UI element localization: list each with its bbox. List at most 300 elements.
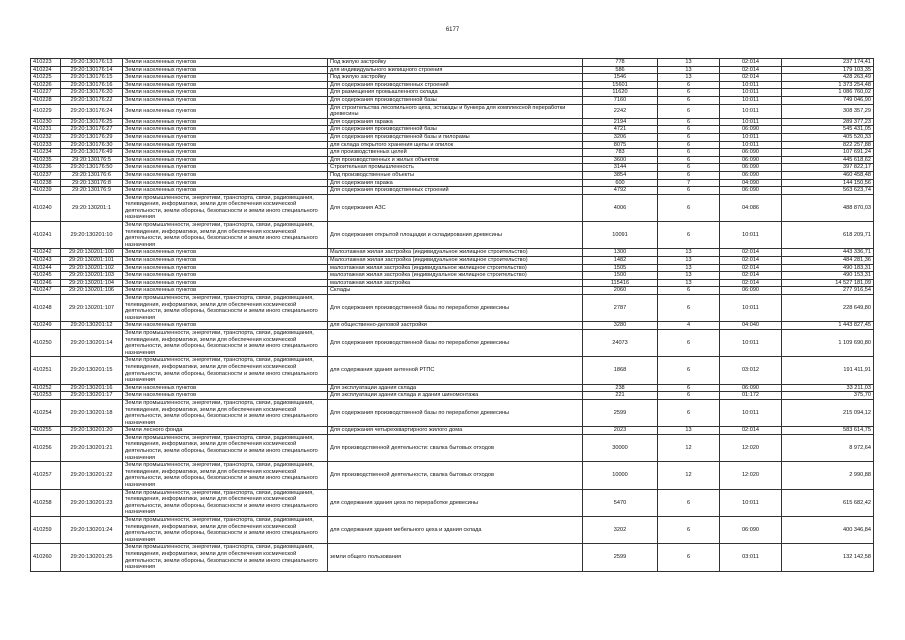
- row-id-cell: 410251: [31, 357, 61, 384]
- group-cell: 13: [658, 74, 720, 82]
- land-category-cell: Земли населенных пунктов: [123, 96, 328, 104]
- cadastral-value-cell: 179 103,35: [782, 66, 874, 74]
- row-id-cell: 410247: [31, 287, 61, 295]
- cadastral-value-cell: 405 520,33: [782, 133, 874, 141]
- cadastral-number-cell: 29:20:130201:104: [61, 279, 123, 287]
- code-cell: 06:090: [720, 149, 782, 157]
- cadastral-number-cell: 29:20:130176:29: [61, 133, 123, 141]
- cadastral-number-cell: 29:20:130201:12: [61, 322, 123, 330]
- permitted-use-cell: малоэтажная жилая застройка: [328, 279, 583, 287]
- area-cell: 586: [583, 66, 658, 74]
- land-category-cell: Земли населенных пунктов: [123, 81, 328, 89]
- row-id-cell: 410254: [31, 399, 61, 426]
- permitted-use-cell: Под жилую застройку: [328, 74, 583, 82]
- cadastral-number-cell: 29:20:130201:101: [61, 257, 123, 265]
- group-cell: 13: [658, 59, 720, 67]
- code-cell: 02:014: [720, 249, 782, 257]
- cadastral-number-cell: 29:20:130201:24: [61, 517, 123, 544]
- permitted-use-cell: Для производственной деятельности: свалка бытовых отходов: [328, 434, 583, 461]
- table-row: [31, 133, 874, 141]
- code-cell: 02:014: [720, 427, 782, 435]
- group-cell: 13: [658, 66, 720, 74]
- code-cell: 10:011: [720, 489, 782, 516]
- cadastral-number-cell: 29:20:130176:15: [61, 74, 123, 82]
- permitted-use-cell: для содержания здания мебельного цеха и здания склада: [328, 517, 583, 544]
- code-cell: 06:090: [720, 187, 782, 195]
- cadastral-number-cell: 29:20:130201:20: [61, 427, 123, 435]
- table-row: [31, 187, 874, 195]
- row-id-cell: 410260: [31, 544, 61, 571]
- group-cell: 6: [658, 489, 720, 516]
- cadastral-value-cell: 2 990,88: [782, 462, 874, 489]
- area-cell: 2242: [583, 104, 658, 118]
- table-row: [31, 149, 874, 157]
- table-row: [31, 257, 874, 265]
- group-cell: 6: [658, 133, 720, 141]
- row-id-cell: 410244: [31, 264, 61, 272]
- code-cell: 10:011: [720, 104, 782, 118]
- code-cell: 10:011: [720, 399, 782, 426]
- cadastral-value-cell: 490 153,31: [782, 272, 874, 280]
- code-cell: 10:011: [720, 133, 782, 141]
- code-cell: 03:011: [720, 544, 782, 571]
- table-row: [31, 66, 874, 74]
- table-row: [31, 434, 874, 461]
- group-cell: 6: [658, 295, 720, 322]
- group-cell: 13: [658, 272, 720, 280]
- group-cell: 6: [658, 392, 720, 400]
- row-id-cell: 410238: [31, 179, 61, 187]
- cadastral-value-cell: 749 046,90: [782, 96, 874, 104]
- group-cell: 6: [658, 164, 720, 172]
- land-registry-table: [30, 58, 874, 572]
- permitted-use-cell: малоэтажная жилая застройка (индивидуальное жилищное строительство): [328, 272, 583, 280]
- group-cell: 6: [658, 104, 720, 118]
- land-category-cell: Земли населенных пунктов: [123, 272, 328, 280]
- cadastral-value-cell: 237 174,41: [782, 59, 874, 67]
- table-row: [31, 141, 874, 149]
- row-id-cell: 410235: [31, 156, 61, 164]
- area-cell: 3206: [583, 133, 658, 141]
- row-id-cell: 410241: [31, 222, 61, 249]
- cadastral-value-cell: 443 336,71: [782, 249, 874, 257]
- area-cell: 4721: [583, 126, 658, 134]
- code-cell: 06:090: [720, 156, 782, 164]
- row-id-cell: 410257: [31, 462, 61, 489]
- cadastral-value-cell: 428 263,49: [782, 74, 874, 82]
- row-id-cell: 410256: [31, 434, 61, 461]
- area-cell: 3144: [583, 164, 658, 172]
- permitted-use-cell: Склады: [328, 287, 583, 295]
- permitted-use-cell: Для строительства лесопильного цеха, эстакады и бункера для комплексной переработки древесины: [328, 104, 583, 118]
- table-row: [31, 89, 874, 97]
- cadastral-value-cell: 107 691,24: [782, 149, 874, 157]
- land-category-cell: Земли населенных пунктов: [123, 89, 328, 97]
- table-row: [31, 264, 874, 272]
- area-cell: 3202: [583, 517, 658, 544]
- land-category-cell: Земли населенных пунктов: [123, 126, 328, 134]
- group-cell: 6: [658, 89, 720, 97]
- code-cell: 06:090: [720, 126, 782, 134]
- land-category-cell: Земли промышленности, энергетики, транспорта, связи, радиовещания, телевидения, информатики, земли для обеспечения космической деятельности, земли обороны, безопасности и земли иного специального назначения: [123, 399, 328, 426]
- permitted-use-cell: для склада открытого хранения щепы и опилок: [328, 141, 583, 149]
- table-row: [31, 272, 874, 280]
- cadastral-value-cell: 228 649,80: [782, 295, 874, 322]
- land-category-cell: Земли населенных пунктов: [123, 149, 328, 157]
- cadastral-number-cell: 29:20:130201:23: [61, 489, 123, 516]
- code-cell: 02:014: [720, 59, 782, 67]
- cadastral-number-cell: 29:20:130201:25: [61, 544, 123, 571]
- land-category-cell: Земли населенных пунктов: [123, 118, 328, 126]
- cadastral-value-cell: 1 086 760,02: [782, 89, 874, 97]
- area-cell: 1300: [583, 249, 658, 257]
- area-cell: 2194: [583, 118, 658, 126]
- row-id-cell: 410223: [31, 59, 61, 67]
- row-id-cell: 410258: [31, 489, 61, 516]
- cadastral-number-cell: 29:20:130176:5: [61, 156, 123, 164]
- permitted-use-cell: Для содержания АЗС: [328, 194, 583, 221]
- code-cell: 12:020: [720, 434, 782, 461]
- row-id-cell: 410236: [31, 164, 61, 172]
- land-category-cell: Земли населенных пунктов: [123, 164, 328, 172]
- land-category-cell: Земли населенных пунктов: [123, 171, 328, 179]
- row-id-cell: 410231: [31, 126, 61, 134]
- cadastral-value-cell: 583 614,75: [782, 427, 874, 435]
- group-cell: 4: [658, 322, 720, 330]
- land-category-cell: Земли населенных пунктов: [123, 264, 328, 272]
- group-cell: 6: [658, 141, 720, 149]
- land-category-cell: Земли промышленности, энергетики, транспорта, связи, радиовещания, телевидения, информатики, земли для обеспечения космической деятельности, земли обороны, безопасности и земли иного специального назначения: [123, 517, 328, 544]
- permitted-use-cell: для производственных целей: [328, 149, 583, 157]
- area-cell: 7160: [583, 96, 658, 104]
- area-cell: 3600: [583, 156, 658, 164]
- group-cell: 6: [658, 357, 720, 384]
- table-row: [31, 287, 874, 295]
- permitted-use-cell: земли общего пользования: [328, 544, 583, 571]
- cadastral-value-cell: 191 411,91: [782, 357, 874, 384]
- permitted-use-cell: Под производственные объекты: [328, 171, 583, 179]
- permitted-use-cell: Малоэтажная жилая застройка (индивидуальное жилищное строительство): [328, 257, 583, 265]
- cadastral-value-cell: 375,70: [782, 392, 874, 400]
- group-cell: 6: [658, 384, 720, 392]
- permitted-use-cell: Для содержания четырехквартирного жилого дома: [328, 427, 583, 435]
- code-cell: 04:086: [720, 194, 782, 221]
- group-cell: 6: [658, 399, 720, 426]
- group-cell: 6: [658, 96, 720, 104]
- land-category-cell: Земли промышленности, энергетики, транспорта, связи, радиовещания, телевидения, информатики, земли для обеспечения космической деятельности, земли обороны, безопасности и земли иного специального назначения: [123, 357, 328, 384]
- code-cell: 06:090: [720, 384, 782, 392]
- area-cell: 15601: [583, 81, 658, 89]
- area-cell: 1500: [583, 272, 658, 280]
- area-cell: 10091: [583, 222, 658, 249]
- cadastral-value-cell: 822 257,88: [782, 141, 874, 149]
- land-category-cell: Земли промышленности, энергетики, транспорта, связи, радиовещания, телевидения, информатики, земли для обеспечения космической деятельности, земли обороны, безопасности и земли иного специального назначения: [123, 462, 328, 489]
- cadastral-number-cell: 29:20:130176:13: [61, 59, 123, 67]
- land-category-cell: Земли населенных пунктов: [123, 156, 328, 164]
- permitted-use-cell: для общественно-деловой застройки: [328, 322, 583, 330]
- table-row: [31, 249, 874, 257]
- cadastral-number-cell: 29:20:130176:27: [61, 126, 123, 134]
- group-cell: 6: [658, 81, 720, 89]
- permitted-use-cell: Для содержания производственных строений: [328, 187, 583, 195]
- land-category-cell: Земли промышленности, энергетики, транспорта, связи, радиовещания, телевидения, информатики, земли для обеспечения космической деятельности, земли обороны, безопасности и земли иного специального назначения: [123, 194, 328, 221]
- permitted-use-cell: Для содержания производственных строений: [328, 81, 583, 89]
- code-cell: 03:012: [720, 357, 782, 384]
- code-cell: 04:090: [720, 179, 782, 187]
- cadastral-value-cell: 618 209,71: [782, 222, 874, 249]
- area-cell: 115416: [583, 279, 658, 287]
- area-cell: 238: [583, 384, 658, 392]
- land-category-cell: Земли населенных пунктов: [123, 133, 328, 141]
- area-cell: 600: [583, 179, 658, 187]
- land-category-cell: Земли населенных пунктов: [123, 279, 328, 287]
- group-cell: 6: [658, 222, 720, 249]
- cadastral-number-cell: 29:20:130201:107: [61, 295, 123, 322]
- row-id-cell: 410229: [31, 104, 61, 118]
- cadastral-value-cell: 397 822,17: [782, 164, 874, 172]
- group-cell: 6: [658, 126, 720, 134]
- area-cell: 8075: [583, 141, 658, 149]
- permitted-use-cell: для содержания здания антенной РТПС: [328, 357, 583, 384]
- row-id-cell: 410255: [31, 427, 61, 435]
- table-row: [31, 427, 874, 435]
- group-cell: 6: [658, 194, 720, 221]
- table-row: [31, 322, 874, 330]
- row-id-cell: 410243: [31, 257, 61, 265]
- land-category-cell: Земли населенных пунктов: [123, 141, 328, 149]
- area-cell: 2787: [583, 295, 658, 322]
- permitted-use-cell: Для размещения промышленного склада: [328, 89, 583, 97]
- cadastral-number-cell: 29:20:130201:1: [61, 194, 123, 221]
- code-cell: 10:011: [720, 89, 782, 97]
- area-cell: 1505: [583, 264, 658, 272]
- row-id-cell: 410226: [31, 81, 61, 89]
- cadastral-value-cell: 1 373 254,48: [782, 81, 874, 89]
- cadastral-number-cell: 29:20:130201:18: [61, 399, 123, 426]
- row-id-cell: 410224: [31, 66, 61, 74]
- area-cell: 2599: [583, 399, 658, 426]
- row-id-cell: 410228: [31, 96, 61, 104]
- cadastral-number-cell: 29:20:130176:25: [61, 118, 123, 126]
- cadastral-number-cell: 29:20:130176:20: [61, 89, 123, 97]
- row-id-cell: 410237: [31, 171, 61, 179]
- cadastral-value-cell: 215 094,12: [782, 399, 874, 426]
- permitted-use-cell: Для эксплуатации здания склада и здания шиномонтажа: [328, 392, 583, 400]
- permitted-use-cell: малоэтажная жилая застройка (индивидуальное жилищное строительство): [328, 264, 583, 272]
- permitted-use-cell: Для производственной деятельности, свалка бытовых отходов: [328, 462, 583, 489]
- table-row: [31, 399, 874, 426]
- table-row: [31, 156, 874, 164]
- group-cell: 6: [658, 171, 720, 179]
- cadastral-number-cell: 29:20:130201:14: [61, 329, 123, 356]
- area-cell: 2023: [583, 427, 658, 435]
- land-category-cell: Земли населенных пунктов: [123, 104, 328, 118]
- code-cell: 06:090: [720, 517, 782, 544]
- table-row: [31, 104, 874, 118]
- group-cell: 6: [658, 329, 720, 356]
- row-id-cell: 410242: [31, 249, 61, 257]
- area-cell: 24073: [583, 329, 658, 356]
- area-cell: 30000: [583, 434, 658, 461]
- code-cell: 10:011: [720, 141, 782, 149]
- land-category-cell: Земли населенных пунктов: [123, 257, 328, 265]
- cadastral-number-cell: 29:20:130176:50: [61, 164, 123, 172]
- cadastral-value-cell: 277 916,54: [782, 287, 874, 295]
- area-cell: 3854: [583, 171, 658, 179]
- cadastral-value-cell: 1 109 690,80: [782, 329, 874, 356]
- land-category-cell: Земли промышленности, энергетики, транспорта, связи, радиовещания, телевидения, информатики, земли для обеспечения космической деятельности, земли обороны, безопасности и земли иного специального назначения: [123, 295, 328, 322]
- row-id-cell: 410227: [31, 89, 61, 97]
- table-row: [31, 544, 874, 571]
- table-row: [31, 179, 874, 187]
- code-cell: 12:020: [720, 462, 782, 489]
- row-id-cell: 410239: [31, 187, 61, 195]
- area-cell: 4792: [583, 187, 658, 195]
- code-cell: 10:011: [720, 118, 782, 126]
- code-cell: 10:011: [720, 295, 782, 322]
- cadastral-value-cell: 8 972,64: [782, 434, 874, 461]
- group-cell: 6: [658, 517, 720, 544]
- table-row: [31, 222, 874, 249]
- table-row: [31, 171, 874, 179]
- cadastral-value-cell: 1 443 827,45: [782, 322, 874, 330]
- permitted-use-cell: Строительная промышленность: [328, 164, 583, 172]
- row-id-cell: 410252: [31, 384, 61, 392]
- cadastral-value-cell: 490 183,31: [782, 264, 874, 272]
- permitted-use-cell: для содержания здания цеха по переработке древесины: [328, 489, 583, 516]
- area-cell: 2060: [583, 287, 658, 295]
- row-id-cell: 410249: [31, 322, 61, 330]
- permitted-use-cell: Для содержания производственной базы: [328, 96, 583, 104]
- code-cell: 02:014: [720, 279, 782, 287]
- table-row: [31, 81, 874, 89]
- row-id-cell: 410253: [31, 392, 61, 400]
- cadastral-number-cell: 29:20:130201:100: [61, 249, 123, 257]
- area-cell: 1546: [583, 74, 658, 82]
- permitted-use-cell: Для содержания гаража: [328, 179, 583, 187]
- permitted-use-cell: Для содержания производственной базы по переработке древесины: [328, 295, 583, 322]
- row-id-cell: 410246: [31, 279, 61, 287]
- permitted-use-cell: Малоэтажная жилая застройка (индивидуальное жилищное строительство): [328, 249, 583, 257]
- cadastral-number-cell: 29:20:130176:6: [61, 171, 123, 179]
- row-id-cell: 410232: [31, 133, 61, 141]
- area-cell: 2599: [583, 544, 658, 571]
- cadastral-value-cell: 33 211,03: [782, 384, 874, 392]
- code-cell: 02:014: [720, 66, 782, 74]
- code-cell: 01:172: [720, 392, 782, 400]
- group-cell: 13: [658, 249, 720, 257]
- area-cell: 11620: [583, 89, 658, 97]
- permitted-use-cell: Для содержания производственной базы и пилорамы: [328, 133, 583, 141]
- cadastral-number-cell: 29:20:130176:24: [61, 104, 123, 118]
- land-category-cell: Земли промышленности, энергетики, транспорта, связи, радиовещания, телевидения, информатики, земли для обеспечения космической деятельности, земли обороны, безопасности и земли иного специального назначения: [123, 329, 328, 356]
- permitted-use-cell: Для содержания производственной базы по переработке древесины: [328, 329, 583, 356]
- code-cell: 06:090: [720, 164, 782, 172]
- group-cell: 6: [658, 287, 720, 295]
- land-category-cell: Земли населенных пунктов: [123, 392, 328, 400]
- row-id-cell: 410225: [31, 74, 61, 82]
- land-category-cell: Земли населенных пунктов: [123, 249, 328, 257]
- area-cell: 4006: [583, 194, 658, 221]
- cadastral-value-cell: 484 281,36: [782, 257, 874, 265]
- land-category-cell: Земли населенных пунктов: [123, 384, 328, 392]
- row-id-cell: 410234: [31, 149, 61, 157]
- land-category-cell: Земли населенных пунктов: [123, 179, 328, 187]
- land-category-cell: Земли промышленности, энергетики, транспорта, связи, радиовещания, телевидения, информатики, земли для обеспечения космической деятельности, земли обороны, безопасности и земли иного специального назначения: [123, 222, 328, 249]
- table-row: [31, 164, 874, 172]
- code-cell: 10:011: [720, 222, 782, 249]
- cadastral-number-cell: 29:20:130176:30: [61, 141, 123, 149]
- table-body: [31, 59, 874, 572]
- table-row: [31, 74, 874, 82]
- cadastral-number-cell: 29:20:130201:17: [61, 392, 123, 400]
- row-id-cell: 410233: [31, 141, 61, 149]
- group-cell: 6: [658, 149, 720, 157]
- land-category-cell: Земли промышленности, энергетики, транспорта, связи, радиовещания, телевидения, информатики, земли для обеспечения космической деятельности, земли обороны, безопасности и земли иного специального назначения: [123, 544, 328, 571]
- page-number: 6177: [445, 27, 460, 33]
- code-cell: 06:090: [720, 171, 782, 179]
- cadastral-number-cell: 29:20:130201:102: [61, 264, 123, 272]
- group-cell: 13: [658, 264, 720, 272]
- permitted-use-cell: для индивидуального жилищного строения: [328, 66, 583, 74]
- land-category-cell: Земли промышленности, энергетики, транспорта, связи, радиовещания, телевидения, информатики, земли для обеспечения космической деятельности, земли обороны, безопасности и земли иного специального назначения: [123, 434, 328, 461]
- cadastral-value-cell: 615 682,42: [782, 489, 874, 516]
- table-row: [31, 489, 874, 516]
- row-id-cell: 410248: [31, 295, 61, 322]
- code-cell: 02:014: [720, 74, 782, 82]
- code-cell: 02:014: [720, 272, 782, 280]
- row-id-cell: 410240: [31, 194, 61, 221]
- cadastral-value-cell: 132 142,58: [782, 544, 874, 571]
- land-category-cell: Земли населенных пунктов: [123, 66, 328, 74]
- cadastral-number-cell: 29:20:130201:10: [61, 222, 123, 249]
- area-cell: 778: [583, 59, 658, 67]
- cadastral-value-cell: 445 618,62: [782, 156, 874, 164]
- cadastral-number-cell: 29:20:130176:14: [61, 66, 123, 74]
- group-cell: 13: [658, 279, 720, 287]
- group-cell: 6: [658, 187, 720, 195]
- group-cell: 6: [658, 156, 720, 164]
- code-cell: 04:040: [720, 322, 782, 330]
- cadastral-value-cell: 289 377,23: [782, 118, 874, 126]
- table-row: [31, 118, 874, 126]
- cadastral-number-cell: 29:20:130176:9: [61, 187, 123, 195]
- cadastral-number-cell: 29:20:130201:22: [61, 462, 123, 489]
- land-category-cell: Земли населенных пунктов: [123, 287, 328, 295]
- table-row: [31, 59, 874, 67]
- cadastral-value-cell: 14 527 181,09: [782, 279, 874, 287]
- cadastral-value-cell: 545 431,05: [782, 126, 874, 134]
- area-cell: 10000: [583, 462, 658, 489]
- area-cell: 3280: [583, 322, 658, 330]
- land-category-cell: Земли промышленности, энергетики, транспорта, связи, радиовещания, телевидения, информатики, земли для обеспечения космической деятельности, земли обороны, безопасности и земли иного специального назначения: [123, 489, 328, 516]
- table-row: [31, 517, 874, 544]
- land-category-cell: Земли лесного фонда: [123, 427, 328, 435]
- code-cell: 10:011: [720, 329, 782, 356]
- cadastral-number-cell: 29:20:130176:49: [61, 149, 123, 157]
- permitted-use-cell: Для содержания гаража: [328, 118, 583, 126]
- row-id-cell: 410259: [31, 517, 61, 544]
- table-row: [31, 392, 874, 400]
- land-category-cell: Земли населенных пунктов: [123, 187, 328, 195]
- permitted-use-cell: Для содержания производственной базы: [328, 126, 583, 134]
- area-cell: 1482: [583, 257, 658, 265]
- row-id-cell: 410250: [31, 329, 61, 356]
- land-category-cell: Земли населенных пунктов: [123, 74, 328, 82]
- cadastral-number-cell: 29:20:130201:106: [61, 287, 123, 295]
- group-cell: 12: [658, 462, 720, 489]
- code-cell: 02:014: [720, 257, 782, 265]
